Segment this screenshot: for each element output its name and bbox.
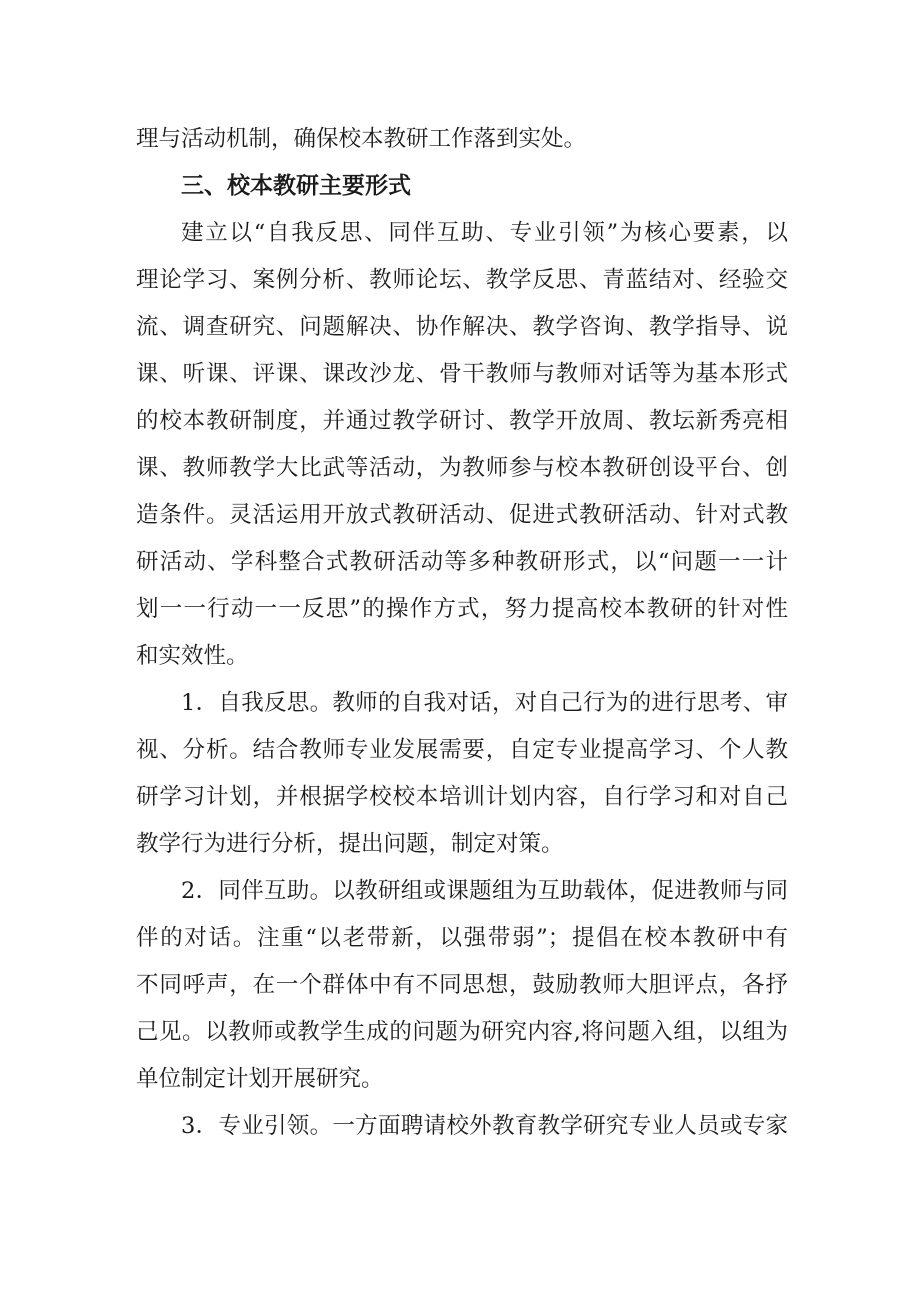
paragraph-line: 不同呼声，在一个群体中有不同思想，鼓励教师大胆评点，各抒 bbox=[136, 972, 788, 998]
item-peer-support bbox=[136, 868, 788, 1103]
paragraph-line: 的校本教研制度，并通过教学研讨、教学开放周、教坛新秀亮相 bbox=[136, 408, 788, 434]
paragraph-line: 研活动、学科整合式教研活动等多种教研形式，以“问题一一计 bbox=[136, 549, 788, 575]
paragraph-line: 1．自我反思。教师的自我对话，对自己行为的进行思考、审 bbox=[181, 690, 788, 716]
paragraph-line: 和实效性。 bbox=[136, 643, 249, 669]
paragraph-line: 伴的对话。注重“以老带新，以强带弱”；提倡在校本教研中有 bbox=[136, 925, 788, 951]
paragraph-line: 造条件。灵活运用开放式教研活动、促进式教研活动、针对式教 bbox=[136, 502, 788, 528]
paragraph-line: 视、分析。结合教师专业发展需要，自定专业提高学习、个人教 bbox=[136, 737, 788, 763]
paragraph-line: 划一一行动一一反思”的操作方式，努力提高校本教研的针对性 bbox=[136, 596, 788, 622]
paragraph-line: 己见。以教师或教学生成的问题为研究内容,将问题入组，以组为 bbox=[136, 1019, 788, 1045]
paragraph-line: 课、教师教学大比武等活动，为教师参与校本教研创设平台、创 bbox=[136, 455, 788, 481]
paragraph-line: 教学行为进行分析，提出问题，制定对策。 bbox=[136, 831, 564, 857]
paragraph-line: 2．同伴互助。以教研组或课题组为互助载体，促进教师与同 bbox=[181, 878, 788, 904]
continuation-line: 理与活动机制，确保校本教研工作落到实处。 bbox=[136, 126, 587, 152]
paragraph-line: 单位制定计划开展研究。 bbox=[136, 1066, 384, 1092]
paragraph-line: 理论学习、案例分析、教师论坛、教学反思、青蓝结对、经验交 bbox=[136, 267, 788, 293]
intro-paragraph bbox=[136, 210, 788, 680]
paragraph-line: 流、调查研究、问题解决、协作解决、教学咨询、教学指导、说 bbox=[136, 314, 788, 340]
section-heading: 三、校本教研主要形式 bbox=[181, 173, 411, 199]
item-professional-guidance bbox=[136, 1103, 788, 1150]
paragraph-line: 研学习计划，并根据学校校本培训计划内容，自行学习和对自己 bbox=[136, 784, 788, 810]
item-self-reflection bbox=[136, 680, 788, 868]
paragraph-line: 建立以“自我反思、同伴互助、专业引领”为核心要素，以 bbox=[181, 220, 788, 246]
paragraph-line: 课、听课、评课、课改沙龙、骨干教师与教师对话等为基本形式 bbox=[136, 361, 788, 387]
document-page bbox=[136, 116, 788, 1150]
paragraph-line: 3．专业引领。一方面聘请校外教育教学研究专业人员或专家 bbox=[181, 1113, 788, 1139]
